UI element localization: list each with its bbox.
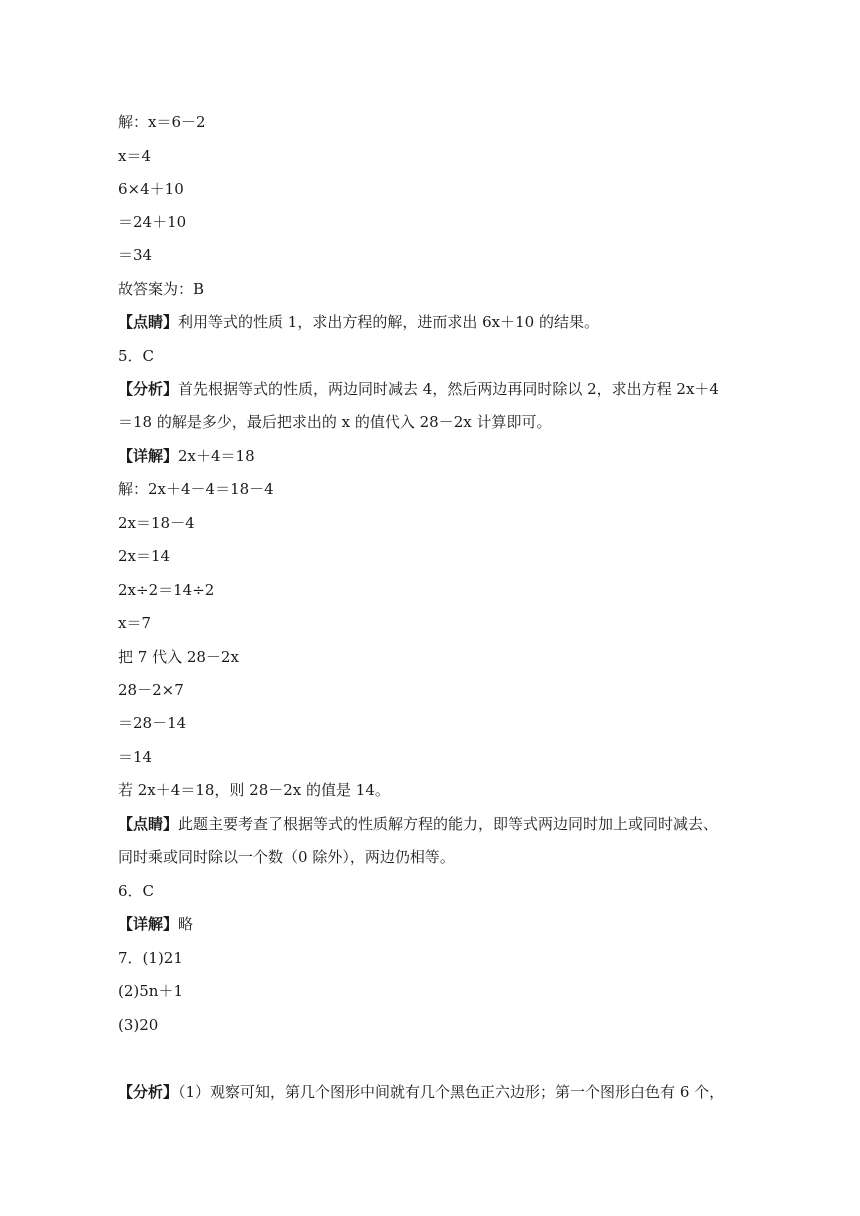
text-line: x＝7 (118, 614, 152, 632)
text-line: (2)5n＋1 (118, 982, 183, 1000)
text-line: 6×4＋10 (118, 180, 184, 198)
question-number: 7．(1)21 (118, 949, 183, 967)
xiangjie-label: 【详解】 (118, 915, 179, 933)
text-line: ＝34 (118, 246, 153, 264)
text-line: ＝14 (118, 748, 153, 766)
comment-line: 【点睛】利用等式的性质 1，求出方程的解，进而求出 6x＋10 的结果。 (118, 313, 599, 331)
fenxi-label: 【分析】 (118, 1083, 179, 1101)
question-number: 5．C (118, 347, 155, 365)
text-line: 2x÷2＝14÷2 (118, 581, 215, 599)
text-line: 若 2x＋4＝18，则 28－2x 的值是 14。 (118, 781, 390, 799)
text-line: 解：2x＋4－4＝18－4 (118, 480, 274, 498)
comment-line-cont: 同时乘或同时除以一个数（0 除外），两边仍相等。 (118, 848, 455, 866)
comment-line: 【点睛】此题主要考查了根据等式的性质解方程的能力，即等式两边同时加上或同时减去、 (118, 815, 719, 833)
analysis-line-cont: ＝18 的解是多少，最后把求出的 x 的值代入 28－2x 计算即可。 (118, 413, 552, 431)
text-line: ＝28－14 (118, 714, 187, 732)
text-line: (3)20 (118, 1016, 159, 1034)
text-line: 解：x＝6－2 (118, 113, 206, 131)
analysis-line: 【分析】（1）观察可知，第几个图形中间就有几个黑色正六边形；第一个图形白色有 6 个， (118, 1083, 725, 1101)
dianjing-label: 【点睛】 (118, 815, 179, 833)
text-line: ＝24＋10 (118, 213, 187, 231)
text-line: 28－2×7 (118, 681, 184, 699)
text-line: 2x＝18－4 (118, 514, 195, 532)
analysis-line: 【分析】首先根据等式的性质，两边同时减去 4，然后两边再同时除以 2，求出方程 2x＋4 (118, 380, 719, 398)
xiangjie-label: 【详解】 (118, 447, 179, 465)
text-line: 2x＝14 (118, 547, 171, 565)
detail-line: 【详解】2x＋4＝18 (118, 447, 255, 465)
detail-line: 【详解】略 (118, 915, 194, 933)
fenxi-label: 【分析】 (118, 380, 179, 398)
text-line: x＝4 (118, 147, 152, 165)
dianjing-label: 【点睛】 (118, 313, 179, 331)
question-number: 6．C (118, 882, 155, 900)
text-line: 把 7 代入 28－2x (118, 648, 239, 666)
answer-line: 故答案为：B (118, 280, 205, 298)
